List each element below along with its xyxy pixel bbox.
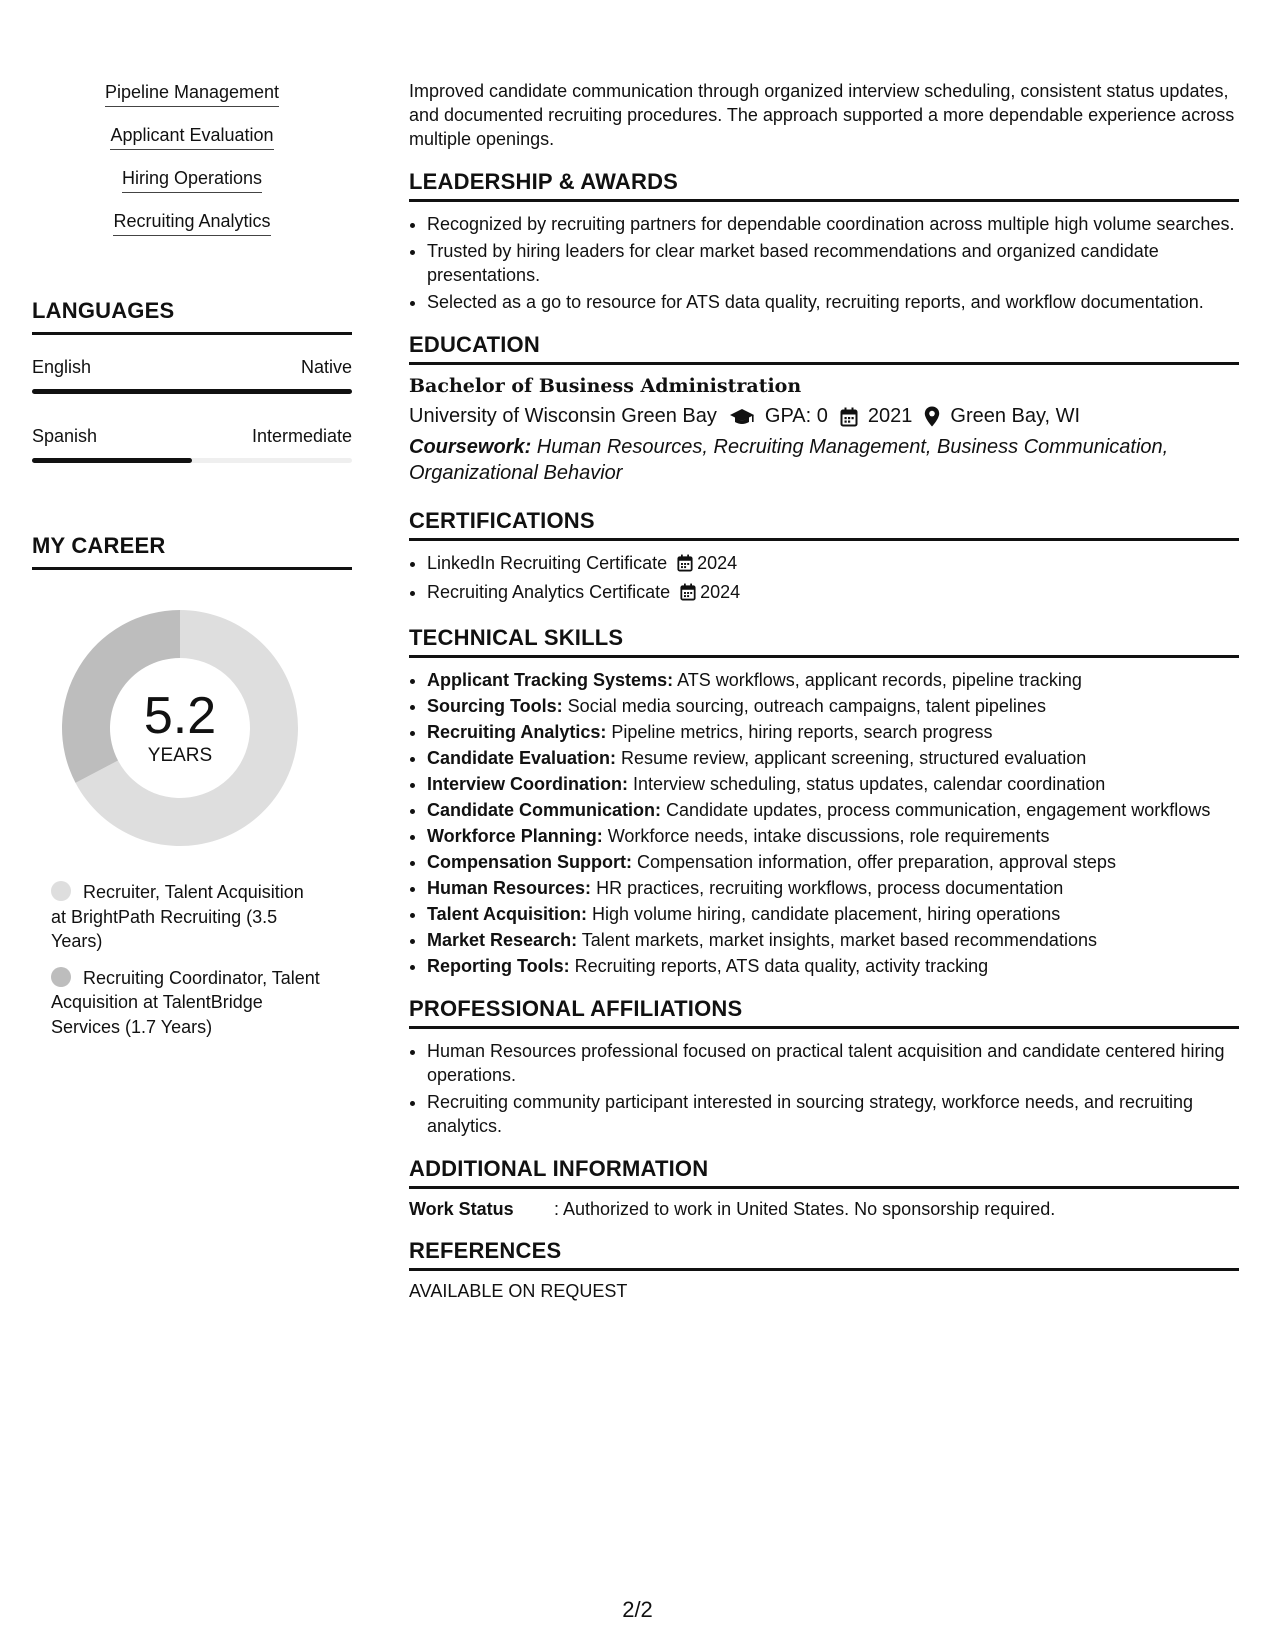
skill-tag: Recruiting Analytics (113, 211, 270, 236)
language-level: Intermediate (251, 426, 352, 446)
list-item: • Trusted by hiring leaders for clear market based recommendations and organized candidate presentations. (427, 239, 1239, 287)
list-item (427, 694, 1239, 718)
list-item (427, 720, 1239, 744)
skill-text: Candidate updates, process communication, engagement workflows (661, 800, 1211, 820)
education-title: EDUCATION (409, 332, 1239, 365)
skill-text: HR practices, recruiting workflows, process documentation (591, 878, 1064, 898)
list-item (427, 798, 1239, 822)
language-level-fill (32, 458, 192, 463)
certificate-year: 2024 (697, 553, 738, 573)
education-section (409, 332, 1239, 486)
career-section (32, 533, 352, 1039)
skill-label: Human Resources: (427, 878, 592, 898)
legend-item (51, 966, 321, 1040)
references-section (409, 1238, 1239, 1302)
affiliations-list (409, 1039, 1239, 1138)
skill-tag: Hiring Operations (122, 168, 262, 193)
career-center (56, 604, 304, 852)
work-status-row (409, 1199, 1239, 1220)
school-name: University of Wisconsin Green Bay (409, 405, 717, 427)
sidebar (32, 82, 352, 1051)
graduation-year: 2021 (867, 405, 913, 427)
career-legend (51, 880, 321, 1039)
career-total: 5.2 (143, 687, 217, 745)
list-item: • Recruiting community participant interested in sourcing strategy, workforce needs, and recruiting analytics. (427, 1090, 1239, 1138)
gpa: GPA: 0 (764, 405, 828, 427)
skill-label: Recruiting Analytics: (427, 722, 607, 742)
legend-dot (51, 881, 71, 901)
affiliations-title: PROFESSIONAL AFFILIATIONS (409, 996, 1239, 1029)
skill-label: Talent Acquisition: (427, 904, 587, 924)
skill-label: Sourcing Tools: (427, 696, 563, 716)
intro-paragraph: Improved candidate communication through organized interview scheduling, consistent status updates, and documented recruiting procedures. The approach supported a more dependable experience across multiple openings. (409, 81, 1235, 149)
skill-text: Talent markets, market insights, market based recommendations (577, 930, 1097, 950)
legend-item (51, 880, 321, 954)
graduation-cap-icon (729, 407, 755, 427)
languages-title: LANGUAGES (32, 298, 352, 335)
list-item (427, 668, 1239, 692)
language-name: Spanish (32, 426, 98, 446)
languages-section (32, 298, 352, 463)
list-item (427, 746, 1239, 770)
skill-text: Resume review, applicant screening, structured evaluation (616, 748, 1087, 768)
skill-label: Interview Coordination: (427, 774, 629, 794)
list-item: • Human Resources professional focused on practical talent acquisition and candidate centered hiring operations. (427, 1039, 1239, 1087)
skill-text: ATS workflows, applicant records, pipeline tracking (673, 670, 1082, 690)
list-item (427, 580, 1239, 607)
affiliations-section (409, 996, 1239, 1138)
skill-tag: Pipeline Management (105, 82, 279, 107)
skill-label: Workforce Planning: (427, 826, 603, 846)
career-title: MY CAREER (32, 533, 352, 570)
career-donut-chart (56, 604, 304, 852)
language-row (32, 357, 352, 378)
language-level: Native (300, 357, 352, 377)
skill-text: Recruiting reports, ATS data quality, activity tracking (569, 956, 989, 976)
technical-skills-list (409, 668, 1239, 978)
technical-skills-title: TECHNICAL SKILLS (409, 625, 1239, 658)
list-item (427, 902, 1239, 926)
calendar-icon (677, 554, 693, 578)
calendar-icon (840, 407, 858, 427)
leadership-title: LEADERSHIP & AWARDS (409, 169, 1239, 202)
leadership-list (409, 212, 1239, 314)
skill-label: Applicant Tracking Systems: (427, 670, 674, 690)
skill-text: Compensation information, offer preparation, approval steps (632, 852, 1116, 872)
legend-label: Recruiter, Talent Acquisition at BrightPath Recruiting (3.5 Years) (51, 882, 304, 951)
language-level-bar (32, 458, 352, 463)
list-item (427, 824, 1239, 848)
certificate-name: LinkedIn Recruiting Certificate (427, 553, 668, 573)
certifications-section (409, 508, 1239, 607)
list-item (427, 850, 1239, 874)
coursework (409, 434, 1239, 486)
technical-skills-section (409, 625, 1239, 978)
list-item (427, 772, 1239, 796)
coursework-label: Coursework: (409, 436, 532, 458)
list-item (427, 928, 1239, 952)
language-level-fill (32, 389, 352, 394)
references-title: REFERENCES (409, 1238, 1239, 1271)
education-details (409, 405, 1239, 428)
additional-info-title: ADDITIONAL INFORMATION (409, 1156, 1239, 1189)
skill-text: Social media sourcing, outreach campaigns, talent pipelines (562, 696, 1046, 716)
skill-text: Workforce needs, intake discussions, role requirements (602, 826, 1050, 846)
legend-label: Recruiting Coordinator, Talent Acquisition at TalentBridge Services (1.7 Years) (51, 967, 320, 1037)
language-level-bar (32, 389, 352, 394)
additional-info-section (409, 1156, 1239, 1220)
list-item (427, 954, 1239, 978)
degree-name: Bachelor of Business Administration (409, 375, 802, 397)
leadership-section (409, 169, 1239, 314)
skill-text: Pipeline metrics, hiring reports, search progress (606, 722, 993, 742)
skill-label: Candidate Communication: (427, 800, 662, 820)
list-item: • Recognized by recruiting partners for dependable coordination across multiple high volume searches. (427, 212, 1239, 236)
work-status-value: : Authorized to work in United States. No sponsorship required. (554, 1199, 1056, 1219)
language-name: English (32, 357, 92, 377)
skill-tags (32, 82, 352, 254)
list-item (427, 551, 1239, 578)
references-text: AVAILABLE ON REQUEST (409, 1281, 628, 1301)
skill-label: Market Research: (427, 930, 578, 950)
calendar-icon (680, 583, 696, 607)
certifications-title: CERTIFICATIONS (409, 508, 1239, 541)
skill-text: Interview scheduling, status updates, calendar coordination (628, 774, 1106, 794)
list-item (427, 876, 1239, 900)
certificate-name: Recruiting Analytics Certificate (427, 582, 671, 602)
list-item: • Selected as a go to resource for ATS data quality, recruiting reports, and workflow documentation. (427, 290, 1239, 314)
certifications-list (409, 551, 1239, 607)
coursework-list: Human Resources, Recruiting Management, Business Communication, Organizational Behavior (409, 436, 1169, 484)
location-pin-icon (924, 406, 940, 427)
language-row (32, 426, 352, 447)
skill-text: High volume hiring, candidate placement, hiring operations (587, 904, 1061, 924)
skill-label: Reporting Tools: (427, 956, 570, 976)
school-location: Green Bay, WI (950, 405, 1081, 427)
skill-label: Candidate Evaluation: (427, 748, 617, 768)
work-status-label: Work Status (409, 1199, 514, 1219)
page-number: 2/2 (622, 1597, 653, 1622)
main-content (409, 79, 1239, 1302)
career-unit: YEARS (147, 745, 213, 766)
certificate-year: 2024 (700, 582, 741, 602)
skill-tag: Applicant Evaluation (110, 125, 273, 150)
skill-label: Compensation Support: (427, 852, 632, 872)
legend-dot (51, 967, 71, 987)
